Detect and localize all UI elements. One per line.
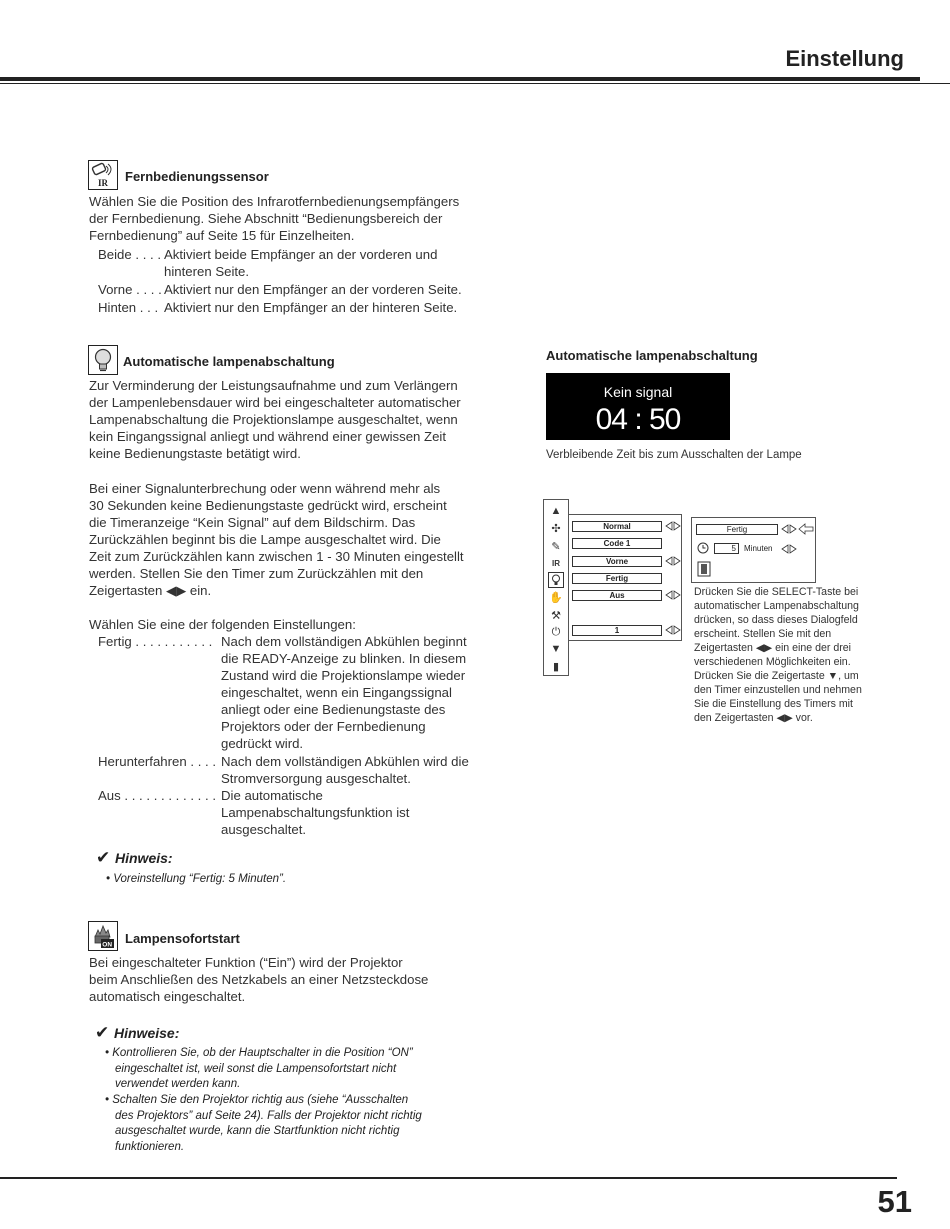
menu-toolbar	[543, 499, 569, 676]
svg-text:IR: IR	[98, 178, 109, 188]
definition-item: Aus . . . . . . . . . . . . . Die automatische Lampenabschaltungsfunktion ist ausgeschaltet.	[98, 788, 410, 837]
back-arrow-icon[interactable]	[798, 523, 814, 535]
up-arrow-icon[interactable]: ▲	[550, 505, 562, 517]
menu-field[interactable]: 1	[572, 625, 662, 636]
menu-panel	[568, 514, 682, 641]
footer-rule	[0, 1177, 897, 1179]
lamp-off-dialog	[691, 517, 816, 583]
fan-icon[interactable]: ✣	[551, 522, 561, 535]
svg-text:ON: ON	[102, 941, 113, 949]
left-right-arrows-icon[interactable]	[665, 556, 681, 566]
wrench-icon[interactable]: ⚒	[551, 609, 561, 622]
header-rule-thin	[0, 83, 950, 84]
menu-field[interactable]: Normal	[572, 521, 662, 532]
menu-field[interactable]: Vorne	[572, 556, 662, 567]
clock-icon	[697, 542, 709, 554]
definition-item: Herunterfahren . . . . Nach dem vollständigen Abkühlen wird die Stromversorgung ausgeschaltet.	[98, 754, 469, 786]
pen-icon[interactable]: ✎	[551, 540, 561, 553]
dialog-caption: Drücken Sie die SELECT-Taste bei automatischer Lampenabschaltung drücken, so dass dieses Dialogfeld erscheint. Stellen Sie mit den Zeigertasten ◀▶ ein eine der drei verschiedenen Möglichkeiten ein. Drücken Sie die Zeigertaste ▼, um den Timer einzustellen und nehmen Sie die Einstellung des Timers mit den Zeigertasten ◀▶ vor.	[694, 586, 862, 724]
mode-field[interactable]: Fertig	[696, 524, 778, 535]
remote-sensor-intro: Wählen Sie die Position des Infrarotfernbedienungsempfängers der Fernbedienung. Siehe Abschnitt “Bedienungsbereich der Fernbedienung” auf Seite 15 für Einzelheiten.	[89, 194, 460, 243]
down-arrow-icon[interactable]: ▼	[550, 643, 562, 655]
left-right-arrows-icon[interactable]	[665, 590, 681, 600]
lamp-paragraph-2: Bei einer Signalunterbrechung oder wenn während mehr als 30 Sekunden keine Bedienungstaste gedrückt wird, erscheint die Timeranzeige “Kein Signal” auf dem Bildschirm. Das Zurückzählen beginnt bis die Lampe ausgeschaltet wird. Die Zeit zum Zurückzählen kann zwischen 1 - 30 Minuten eingestellt werden. Stellen Sie den Timer zum Zurückzählen mit den Zeigertasten ◀▶ ein.	[89, 481, 464, 598]
right-section-title: Automatische lampenabschaltung	[546, 348, 758, 363]
header-rule	[0, 77, 920, 81]
section-title-instant-start: Lampensofortstart	[125, 931, 240, 946]
menu-field[interactable]: Aus	[572, 590, 662, 601]
power-on-icon[interactable]: ⏻	[551, 625, 561, 638]
minutes-label: Minuten	[744, 544, 773, 553]
countdown-display	[546, 373, 730, 440]
checkmark-icon: ✔	[96, 848, 111, 867]
hand-icon[interactable]: ✋	[549, 591, 563, 604]
section-title-remote-sensor: Fernbedienungssensor	[125, 169, 269, 184]
menu-field[interactable]: Fertig	[572, 573, 662, 584]
definition-item: Vorne . . . . Aktiviert nur den Empfänger an der vorderen Seite.	[98, 282, 462, 297]
left-right-arrows-icon[interactable]	[781, 524, 797, 534]
instant-start-intro: Bei eingeschalteter Funktion (“Ein”) wird der Projektor beim Anschließen des Netzkabels an einer Netzsteckdose automatisch eingeschaltet.	[89, 955, 429, 1004]
exit-icon[interactable]: ▮	[552, 660, 560, 673]
note-item: • Schalten Sie den Projektor richtig aus (siehe “Ausschalten des Projektors” auf Seite 24). Falls der Projektor nicht richtig ausgeschaltet wurde, kann die Startfunktion nicht richtig funktionieren.	[105, 1094, 422, 1153]
section-title-lamp-off: Automatische lampenabschaltung	[123, 354, 335, 369]
lamp-paragraph-3: Wählen Sie eine der folgenden Einstellungen:	[89, 617, 356, 632]
lamp-icon	[88, 345, 118, 375]
left-right-arrows-icon[interactable]	[781, 544, 797, 554]
left-right-arrows-icon[interactable]	[665, 625, 681, 635]
timer-label: Kein signal	[603, 384, 673, 400]
note-text: • Voreinstellung “Fertig: 5 Minuten”.	[106, 873, 287, 885]
menu-field[interactable]: Code 1	[572, 538, 662, 549]
note-title: Hinweis:	[115, 850, 173, 866]
left-right-arrows-icon[interactable]	[665, 521, 681, 531]
power-on-icon	[88, 921, 118, 951]
page-number: 51	[877, 1184, 912, 1219]
lamp-paragraph-1: Zur Verminderung der Leistungsaufnahme und zum Verlängern der Lampenlebensdauer wird bei eingeschalteter automatischer Lampenabschaltung die Projektionslampe ausgeschaltet, wenn kein Eingangssignal anliegt und während einer gewissen Zeit keine Bedienungstaste betätigt wird.	[89, 378, 461, 461]
definition-item: Hinten . . . Aktiviert nur den Empfänger an der hinteren Seite.	[98, 300, 458, 315]
note-title: Hinweise:	[114, 1025, 180, 1041]
timer-value: 04 : 50	[595, 403, 681, 436]
definition-item: Fertig . . . . . . . . . . . Nach dem vollständigen Abkühlen beginnt die READY-Anzeige zu blinken. In diesem Zustand wird die Projektionslampe wieder eingeschaltet, wenn ein Eingangssignal anliegt oder eine Bedienungstaste des Projektors oder der Fernbedienung gedrückt wird.	[98, 634, 467, 751]
timer-caption: Verbleibende Zeit bis zum Ausschalten der Lampe	[546, 449, 802, 461]
page-title: Einstellung	[785, 46, 904, 71]
ir-icon[interactable]: IR	[552, 558, 560, 568]
definition-item: Beide . . . . Aktiviert beide Empfänger an der vorderen und hinteren Seite.	[98, 247, 438, 279]
checkmark-icon: ✔	[95, 1023, 110, 1042]
lamp-icon[interactable]	[548, 572, 564, 588]
note-item: • Kontrollieren Sie, ob der Hauptschalter in die Position “ON” eingeschaltet ist, weil sonst die Lampensofortstart nicht verwendet werden kann.	[105, 1047, 413, 1090]
exit-icon[interactable]	[697, 561, 711, 577]
remote-sensor-icon	[88, 160, 118, 190]
minutes-input[interactable]: 5	[714, 543, 739, 554]
